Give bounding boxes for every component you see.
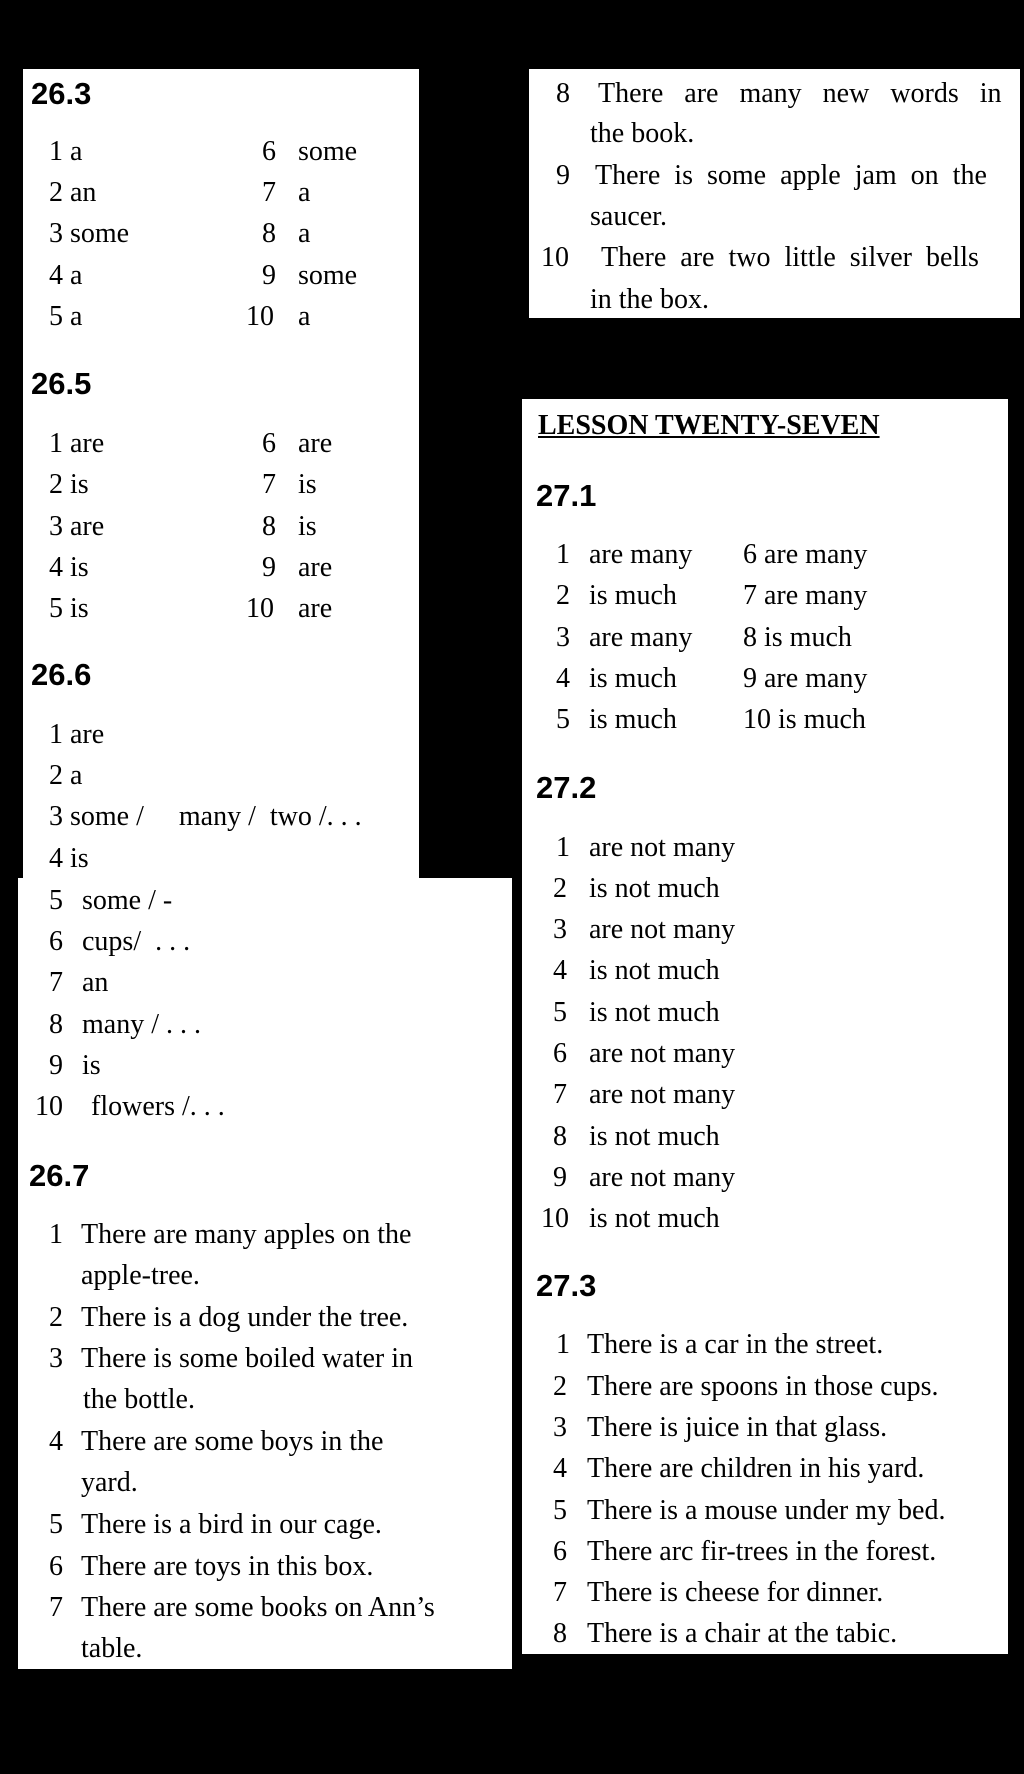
answer-number: 7 (262, 177, 276, 208)
answer-line: There are many new words in (598, 78, 1002, 109)
answer-value: There is juice in that glass. (587, 1412, 888, 1443)
answer-value: is not much (589, 955, 720, 986)
answer-number: 6 (262, 136, 276, 167)
answer-value: some (298, 136, 358, 167)
answer-line: There are many apples on the (81, 1219, 412, 1250)
answer-number: 2 (553, 1371, 567, 1402)
section-heading-26-5: 26.5 (31, 366, 92, 401)
answer-number: 1 (556, 1329, 570, 1360)
answer-value: is not much (589, 873, 720, 904)
answer-value: some (298, 260, 358, 291)
answer-number: 4 (553, 955, 567, 986)
answer-number: 4 (49, 1426, 63, 1457)
answer-value: 6 are many (743, 539, 868, 570)
section-heading-26-3: 26.3 (31, 76, 92, 111)
answer-number: 3 (553, 1412, 567, 1443)
answer-number: 8 (553, 1618, 567, 1649)
answer-number: 1 (556, 832, 570, 863)
answer-value: is not much (589, 997, 720, 1028)
answer-item: 4 is (49, 843, 89, 874)
section-heading-26-6: 26.6 (31, 657, 92, 692)
answer-value: is (82, 1050, 101, 1081)
answer-number: 8 (262, 218, 276, 249)
answer-value: is not much (589, 1121, 720, 1152)
answer-number: 7 (553, 1079, 567, 1110)
answer-value: are not many (589, 914, 736, 945)
answer-number: 6 (553, 1038, 567, 1069)
answer-value: is not much (589, 1203, 720, 1234)
answer-value: is much (589, 663, 677, 694)
answer-value: many / . . . (82, 1009, 201, 1040)
answer-value: is (298, 469, 317, 500)
answer-number: 1 (49, 1219, 63, 1250)
answer-number: 4 (553, 1453, 567, 1484)
answer-value: cups/ . . . (82, 926, 191, 957)
answer-line: There is a bird in our cage. (81, 1509, 382, 1540)
answer-value: are not many (589, 1038, 736, 1069)
answer-value: are (298, 428, 333, 459)
answer-value: a (298, 301, 311, 332)
answer-item: 1 are (49, 719, 105, 750)
answer-value: flowers /. . . (91, 1091, 225, 1122)
answer-value: There are children in his yard. (587, 1453, 925, 1484)
answer-number: 5 (49, 1509, 63, 1540)
answer-value: some / - (82, 885, 173, 916)
answer-left: 5 a (49, 301, 83, 332)
answer-number: 6 (262, 428, 276, 459)
answer-number: 2 (556, 580, 570, 611)
answer-left: 3 are (49, 511, 105, 542)
answer-number: 7 (553, 1577, 567, 1608)
answer-number: 8 (49, 1009, 63, 1040)
answer-left: 1 a (49, 136, 83, 167)
answer-value: a (298, 177, 311, 208)
answer-value: is (298, 511, 317, 542)
answer-value: are (298, 593, 333, 624)
answer-value: is much (589, 704, 677, 735)
answer-item: 3 some / many / two /. . . (49, 801, 362, 832)
answer-value: 8 is much (743, 622, 852, 653)
answer-line: in the box. (590, 284, 709, 315)
answer-number: 3 (556, 622, 570, 653)
answer-value: 7 are many (743, 580, 868, 611)
answer-line: table. (81, 1633, 143, 1664)
answer-number: 4 (556, 663, 570, 694)
answer-line: There is some boiled water in (81, 1343, 414, 1374)
answer-value: are many (589, 539, 693, 570)
answer-number: 8 (556, 78, 570, 109)
answer-line: the book. (590, 118, 695, 149)
answer-line: apple-tree. (81, 1260, 200, 1291)
answer-number: 10 (541, 242, 569, 273)
answer-value: are not many (589, 832, 736, 863)
answer-value: is much (589, 580, 677, 611)
answer-number: 7 (49, 967, 63, 998)
answer-number: 9 (556, 160, 570, 191)
answer-number: 10 (35, 1091, 63, 1122)
section-heading-27-2: 27.2 (536, 770, 597, 805)
answer-number: 3 (553, 914, 567, 945)
answer-number: 5 (553, 997, 567, 1028)
answer-number: 2 (49, 1302, 63, 1333)
answer-number: 2 (553, 873, 567, 904)
answer-value: There is a mouse under my bed. (587, 1495, 946, 1526)
answer-number: 7 (262, 469, 276, 500)
answer-value: are many (589, 622, 693, 653)
answer-number: 9 (49, 1050, 63, 1081)
answer-line: There are two little silver bells (601, 242, 979, 273)
answer-left: 3 some (49, 218, 130, 249)
answer-value: 10 is much (743, 704, 866, 735)
answer-left: 4 is (49, 552, 89, 583)
section-heading-27-1: 27.1 (536, 478, 597, 513)
answer-number: 9 (553, 1162, 567, 1193)
answer-value: an (82, 967, 109, 998)
answer-item: 2 a (49, 760, 83, 791)
lesson-title: LESSON TWENTY-SEVEN (538, 410, 880, 441)
answer-number: 10 (246, 593, 274, 624)
answer-value: are not many (589, 1162, 736, 1193)
answer-number: 6 (49, 1551, 63, 1582)
section-heading-26-7: 26.7 (29, 1158, 90, 1193)
answer-number: 6 (553, 1536, 567, 1567)
answer-number: 9 (262, 260, 276, 291)
answer-number: 6 (49, 926, 63, 957)
answer-left: 4 a (49, 260, 83, 291)
answer-number: 5 (553, 1495, 567, 1526)
answer-value: There arc fir-trees in the forest. (587, 1536, 937, 1567)
answer-number: 5 (556, 704, 570, 735)
answer-value: There is a car in the street. (587, 1329, 884, 1360)
answer-line: There is a dog under the tree. (81, 1302, 409, 1333)
answer-number: 5 (49, 885, 63, 916)
answer-value: There are spoons in those cups. (587, 1371, 939, 1402)
answer-line: yard. (81, 1467, 138, 1498)
answer-value: are (298, 552, 333, 583)
answer-number: 1 (556, 539, 570, 570)
answer-line: saucer. (590, 201, 667, 232)
answer-value: a (298, 218, 311, 249)
answer-value: There is a chair at the tabic. (587, 1618, 898, 1649)
answer-line: There are some books on Ann’s (81, 1592, 435, 1623)
answer-number: 8 (262, 511, 276, 542)
answer-left: 2 is (49, 469, 89, 500)
answer-line: the bottle. (83, 1384, 195, 1415)
answer-line: There are toys in this box. (81, 1551, 374, 1582)
answer-left: 5 is (49, 593, 89, 624)
answer-left: 2 an (49, 177, 97, 208)
answer-value: are not many (589, 1079, 736, 1110)
answer-number: 8 (553, 1121, 567, 1152)
answer-number: 9 (262, 552, 276, 583)
answer-value: There is cheese for dinner. (587, 1577, 884, 1608)
answer-number: 10 (541, 1203, 569, 1234)
answer-number: 3 (49, 1343, 63, 1374)
answer-line: There is some apple jam on the (595, 160, 987, 191)
answer-number: 7 (49, 1592, 63, 1623)
section-heading-27-3: 27.3 (536, 1268, 597, 1303)
answer-value: 9 are many (743, 663, 868, 694)
answer-left: 1 are (49, 428, 105, 459)
answer-line: There are some boys in the (81, 1426, 384, 1457)
answer-number: 10 (246, 301, 274, 332)
